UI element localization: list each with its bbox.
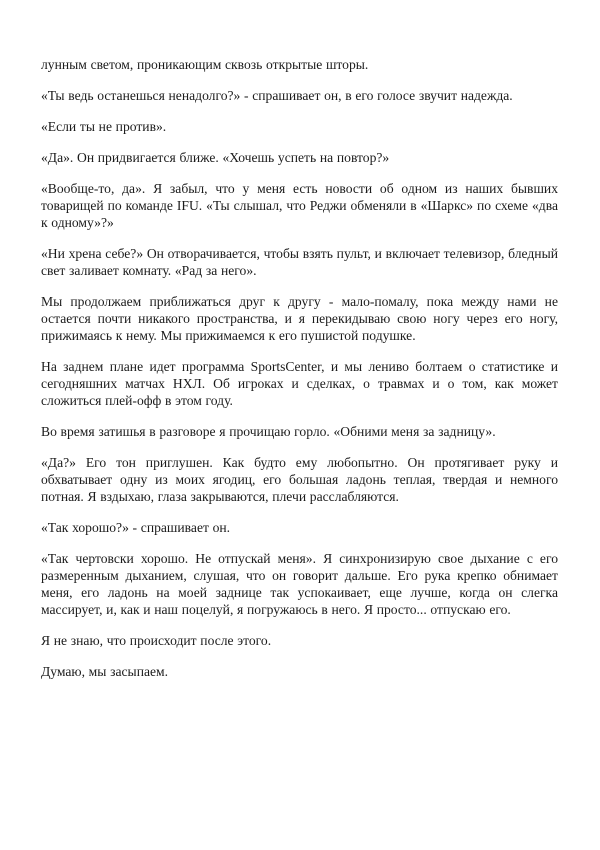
paragraph-5: «Вообще-то, да». Я забыл, что у меня есть новости об одном из наших бывших товарищей по команде IFU. «Ты слышал, что Реджи обменяли в «Шаркс» по схеме «два к одному»?» (41, 181, 558, 230)
paragraph-14: Думаю, мы засыпаем. (41, 664, 169, 679)
paragraph-8: На заднем плане идет программа SportsCenter, и мы лениво болтаем о статистике и сегодняшних матчах НХЛ. Об игроках и сделках, о травмах и о том, как может сложиться плей-офф в этом году. (41, 359, 558, 408)
paragraph-6: «Ни хрена себе?» Он отворачивается, чтобы взять пульт, и включает телевизор, бледный свет заливает комнату. «Рад за него». (41, 246, 558, 278)
paragraph-12: «Так чертовски хорошо. Не отпускай меня». Я синхронизирую свое дыхание с его размеренным дыханием, слушая, что он говорит дальше. Его рука крепко обнимает меня, его ладонь на моей заднице так успокаивает, еще лучше, когда он слегка массирует, и, как и наш поцелуй, я погружаюсь в него. Я просто... отпускаю его. (41, 551, 558, 617)
paragraph-10: «Да?» Его тон приглушен. Как будто ему любопытно. Он протягивает руку и обхватывает одну из моих ягодиц, его большая ладонь теплая, твердая и немного потная. Я вздыхаю, глаза закрываются, плечи расслабляются. (41, 455, 558, 504)
paragraph-1: лунным светом, проникающим сквозь открытые шторы. (41, 57, 369, 72)
paragraph-13: Я не знаю, что происходит после этого. (41, 633, 272, 648)
paragraph-11: «Так хорошо?» - спрашивает он. (41, 520, 231, 535)
paragraph-3: «Если ты не против». (41, 119, 167, 134)
paragraph-9: Во время затишья в разговоре я прочищаю горло. «Обними меня за задницу». (41, 424, 496, 439)
paragraph-2: «Ты ведь останешься ненадолго?» - спрашивает он, в его голосе звучит надежда. (41, 88, 513, 103)
paragraph-7: Мы продолжаем приближаться друг к другу - мало-помалу, пока между нами не остается почти никакого пространства, и я перекидываю свою ногу через его ногу, прижимаясь к нему. Мы прижимаемся к его пушистой подушке. (41, 294, 558, 343)
paragraph-4: «Да». Он придвигается ближе. «Хочешь успеть на повтор?» (41, 150, 390, 165)
